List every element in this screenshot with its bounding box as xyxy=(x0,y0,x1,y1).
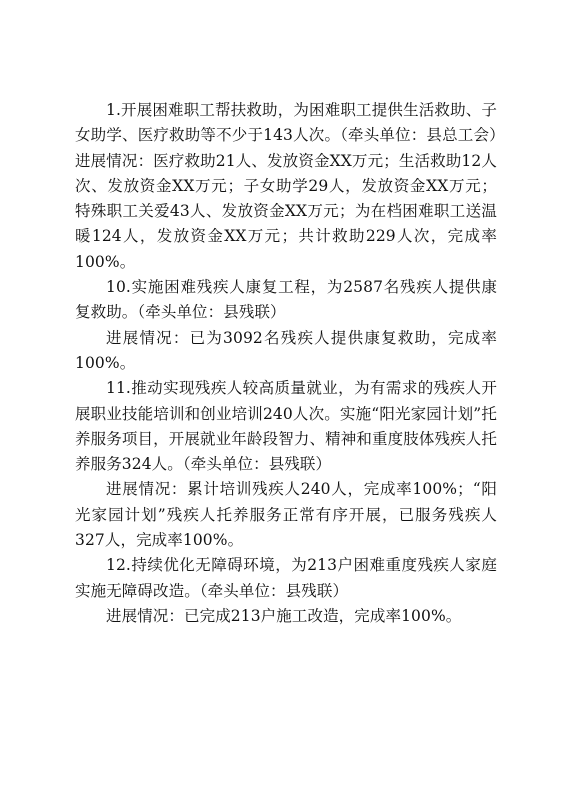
paragraph-item-1: 1.开展困难职工帮扶救助，为困难职工提供生活救助、子女助学、医疗救助等不少于143人次。（牵头单位：县总工会）进展情况：医疗救助21人、发放资金XX万元；生活救助12人次、发放资金XX万元；子女助学29人，发放资金XX万元；特殊职工关爱43人、发放资金XX万元；为在档困难职工送温暖124人，发放资金XX万元；共计救助229人次，完成率100%。 xyxy=(75,101,497,271)
paragraph-progress-11: 进展情况：累计培训残疾人240人，完成率100%；“阳光家园计划”残疾人托养服务正常有序开展，已服务残疾人327人，完成率100%。 xyxy=(75,480,497,550)
paragraph-item-12: 12.持续优化无障碍环境，为213户困难重度残疾人家庭实施无障碍改造。（牵头单位：县残联） xyxy=(75,556,497,600)
paragraph-item-10: 10.实施困难残疾人康复工程，为2587名残疾人提供康复救助。（牵头单位：县残联） xyxy=(75,278,497,322)
paragraph-item-11: 11.推动实现残疾人较高质量就业，为有需求的残疾人开展职业技能培训和创业培训240人次。实施“阳光家园计划”托养服务项目，开展就业年龄段智力、精神和重度肢体残疾人托养服务324人。（牵头单位：县残联） xyxy=(75,379,497,474)
paragraph-progress-10: 进展情况：已为3092名残疾人提供康复救助，完成率100%。 xyxy=(75,328,497,372)
paragraph-progress-12: 进展情况：已完成213户施工改造，完成率100%。 xyxy=(106,606,462,625)
document-body xyxy=(75,98,497,629)
